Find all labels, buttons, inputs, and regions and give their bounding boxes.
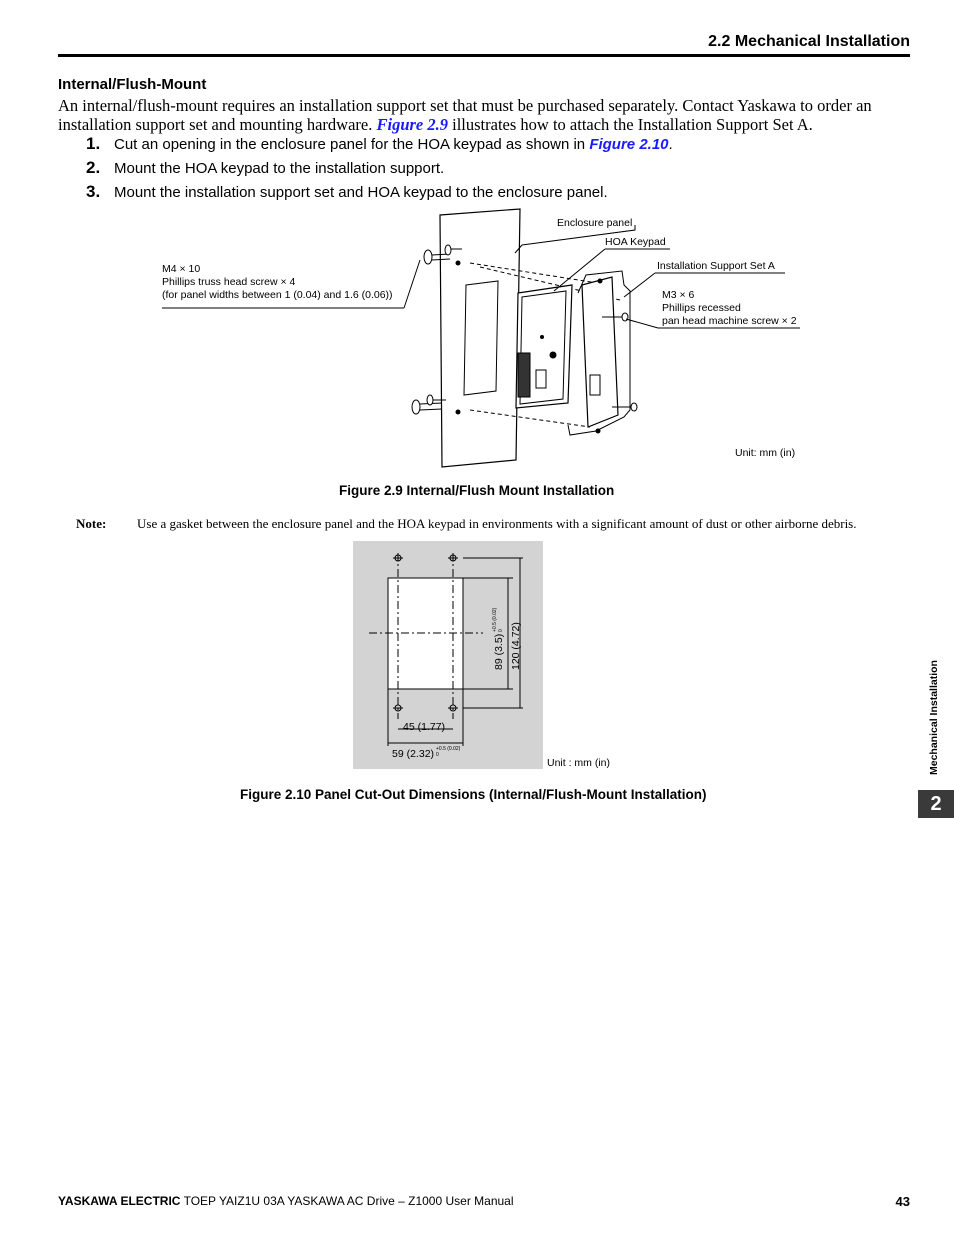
figure-2-10-caption: Figure 2.10 Panel Cut-Out Dimensions (Internal/Flush-Mount Installation) (240, 787, 707, 802)
dim-89: 89 (3.5) (493, 633, 505, 670)
tolerance-upper: +0.5 (0.02) (492, 607, 498, 632)
dim-120: 120 (4.72) (510, 622, 522, 670)
step-3 (86, 182, 608, 202)
tolerance-lower: 0 (498, 629, 504, 632)
label-m3-screw (662, 289, 797, 328)
step-2 (86, 158, 444, 178)
label-m3-line2: Phillips recessed (662, 302, 741, 314)
step-number: 2. (86, 158, 101, 177)
dim-59-tolerance (436, 746, 460, 758)
section-header-title: 2.2 Mechanical Installation (708, 33, 910, 50)
intro-text-1: An internal/flush-mount requires an installation support set that must be purchased separately. Contact Yaskawa to order an installation support set and mounting hardware. (58, 96, 872, 134)
tolerance-upper: +0.5 (0.02) (436, 746, 461, 752)
step-1 (86, 134, 673, 154)
note-text: Use a gasket between the enclosure panel and the HOA keypad in environments with a significant amount of dust or other airborne debris. (137, 516, 857, 531)
step-number: 3. (86, 182, 101, 201)
page-number: 43 (895, 1194, 910, 1209)
step-text: Mount the installation support set and HOA keypad to the enclosure panel. (114, 184, 608, 201)
footer-doc: TOEP YAIZ1U 03A YASKAWA AC Drive – Z1000 User Manual (180, 1194, 514, 1208)
header-rule (58, 54, 910, 57)
figure-2-10-unit: Unit : mm (in) (547, 757, 610, 769)
step-text: Mount the HOA keypad to the installation support. (114, 160, 445, 177)
figure-2-9-caption: Figure 2.9 Internal/Flush Mount Installation (339, 483, 615, 498)
label-support-set: Installation Support Set A (657, 260, 775, 272)
dim-89-tolerance (492, 608, 504, 632)
side-tab-label: Mechanical Installation (928, 660, 940, 775)
step-number: 1. (86, 134, 101, 153)
figure-2-9-unit: Unit: mm (in) (735, 447, 796, 459)
intro-paragraph (58, 96, 914, 134)
label-enclosure-panel: Enclosure panel (557, 217, 633, 229)
tolerance-lower: 0 (436, 752, 439, 758)
support-bracket-shape (582, 277, 618, 427)
label-m4-line1: M4 × 10 (162, 263, 201, 275)
chapter-tab[interactable]: 2 (918, 790, 954, 818)
label-hoa-keypad: HOA Keypad (605, 236, 666, 248)
label-m4-line3: (for panel widths between 1 (0.04) and 1.6 (0.06)) (162, 289, 393, 301)
note-label: Note: (76, 516, 107, 531)
dim-59: 59 (2.32) (392, 748, 435, 760)
step-text: Cut an opening in the enclosure panel for the HOA keypad as shown in (114, 136, 586, 153)
figure-2-9-link[interactable]: Figure 2.9 (376, 115, 448, 134)
footer-text (58, 1194, 514, 1208)
installation-exploded-diagram (150, 205, 830, 475)
figure-2-10-link[interactable]: Figure 2.10 (589, 136, 669, 153)
dim-45: 45 (1.77) (403, 721, 446, 733)
label-m4-screw (162, 263, 393, 302)
label-m4-line2: Phillips truss head screw × 4 (162, 276, 296, 288)
intro-text-2: illustrates how to attach the Installation Support Set A. (452, 115, 813, 134)
step-tail: . (668, 136, 673, 153)
label-m3-line1: M3 × 6 (662, 289, 695, 301)
footer-brand: YASKAWA ELECTRIC (58, 1194, 181, 1208)
label-m3-line3: pan head machine screw × 2 (662, 315, 797, 327)
subsection-heading: Internal/Flush-Mount (58, 76, 207, 93)
enclosure-panel-shape (440, 209, 520, 467)
